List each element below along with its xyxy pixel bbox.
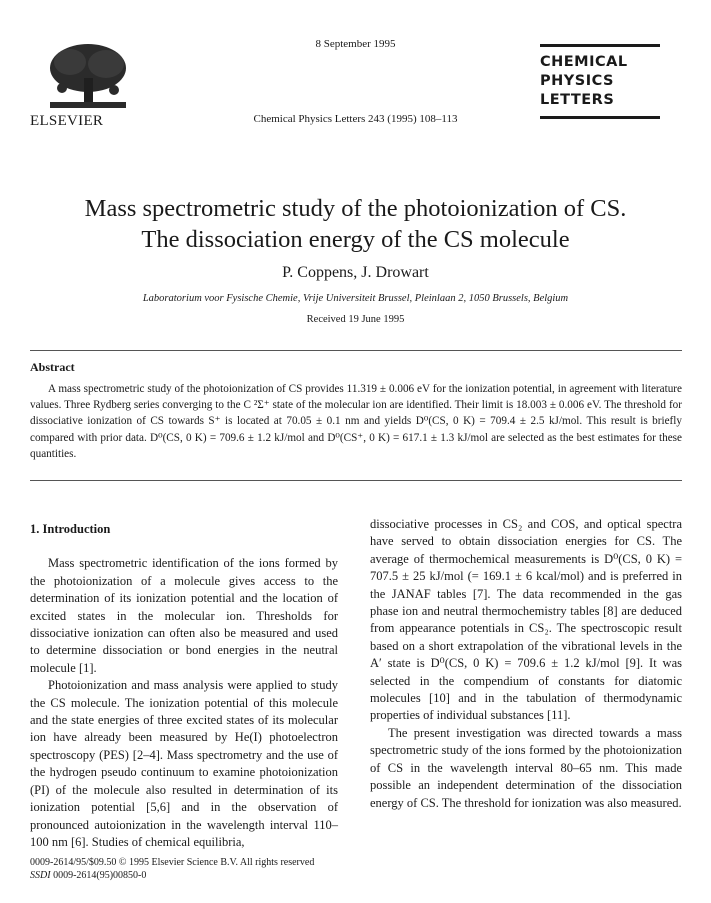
divider-top: [30, 350, 682, 351]
paragraph: The present investigation was directed towards a mass spectrometric study of the ions formed by the photoionization of CS in the wavelength interval 80–65 nm. This made possible an independent determination of the dissociation energy of CS. The threshold for ionization was also measured.: [370, 725, 682, 810]
footer: [30, 856, 314, 882]
ssdi-label: SSDI: [30, 870, 51, 881]
journal-name-line: LETTERS: [540, 92, 615, 108]
ssdi-number: 0009-2614(95)00850-0: [50, 870, 147, 881]
issue-date: 8 September 1995: [315, 38, 396, 50]
ssdi-line: [30, 869, 314, 882]
left-column: [30, 521, 338, 851]
publisher-name: ELSEVIER: [30, 113, 104, 129]
elsevier-tree-logo: [44, 42, 132, 112]
journal-citation: Chemical Physics Letters 243 (1995) 108–113: [253, 113, 458, 125]
right-column: [370, 516, 682, 812]
copyright-line: 0009-2614/95/$09.50 © 1995 Elsevier Science B.V. All rights reserved: [30, 857, 315, 868]
section-title: 1. Introduction: [30, 522, 111, 536]
divider-bottom: [30, 480, 682, 481]
paragraph: Mass spectrometric identification of the ions formed by the photoionization of a molecule gives access to the determination of its ionization potential and the location of excited states in the molecular ion. Thresholds for dissociative ionization can often also be measured and used to determine dissociation or bond energies in the neutral molecule [1].: [30, 556, 338, 675]
abstract-text: A mass spectrometric study of the photoionization of CS provides 11.319 ± 0.006 eV for the ionization potential, in agreement with literature values. Three Rydberg series converging to the C ²Σ⁺ state of the molecular ion are identified. Their limit is 18.003 ± 0.006 eV. The threshold for dissociative ionization of CS towards S⁺ is located at 70.05 ± 0.1 nm and yields D⁰(CS, 0 K) = 709.4 ± 2.5 kJ/mol. This result is briefly compared with prior data. D⁰(CS, 0 K) = 709.6 ± 1.2 kJ/mol and D⁰(CS⁺, 0 K) = 617.1 ± 1.3 kJ/mol are selected as the best estimates for these quantities.: [30, 383, 682, 460]
abstract-heading: Abstract: [30, 360, 75, 374]
paragraph: dissociative processes in CS₂ and COS, and optical spectra have served to obtain dissociation energies for CS. The average of thermochemical measurements is D⁰(CS, 0 K) = 707.5 ± 25 kJ/mol (= 169.1 ± 6 kcal/mol) and is preferred in the JANAF tables [7]. The data recommended in the gas phase ion and neutral thermochemistry tables [8] are deduced from appearance potentials in CS₂. The spectroscopic result based on a short extrapolation of the vibrational levels in the A′ state is D⁰(CS, 0 K) = 709.6 ± 1.2 kJ/mol [9]. It was selected in the compendium of constants for diatomic molecules [10] and in the tabulation of thermodynamic properties of individual substances [11].: [370, 517, 682, 723]
article-title: [0, 193, 711, 255]
authors: P. Coppens, J. Drowart: [282, 264, 429, 281]
abstract-body: [30, 381, 682, 462]
journal-name-line: PHYSICS: [540, 73, 614, 89]
journal-rule-top: [540, 44, 660, 47]
journal-name: [540, 53, 660, 110]
affiliation: Laboratorium voor Fysische Chemie, Vrije Universiteit Brussel, Pleinlaan 2, 1050 Brussels, Belgium: [142, 293, 569, 304]
journal-name-line: CHEMICAL: [540, 54, 628, 70]
paragraph: Photoionization and mass analysis were applied to study the CS molecule. The ionization potential of this molecule and the state energies of three excited states of its molecular ion have already been measured by He(I) photoelectron spectroscopy (PES) [2–4]. Mass spectrometry and the use of the hydrogen pseudo continuum to examine photoionization (PI) of the molecule also resulted in determination of its ionization potential [5,6] and in the observation of pronounced autoionization in the wavelength interval 110–100 nm [6]. Studies of chemical equilibria,: [30, 678, 338, 849]
journal-rule-bottom: [540, 116, 660, 119]
title-line-2: The dissociation energy of the CS molecule: [141, 226, 570, 253]
received-date: Received 19 June 1995: [306, 314, 405, 325]
title-line-1: Mass spectrometric study of the photoionization of CS.: [84, 195, 627, 222]
